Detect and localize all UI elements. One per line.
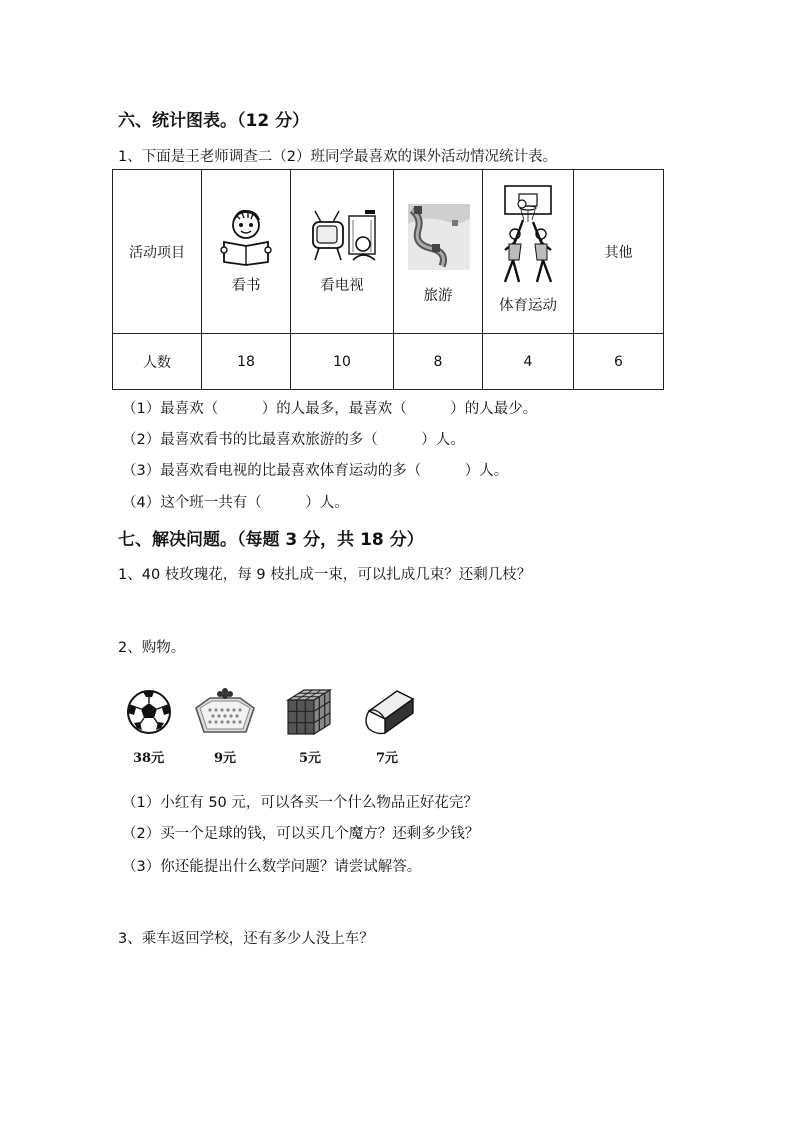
label-sports: 体育运动: [499, 298, 557, 314]
tv-watching-icon: [305, 208, 381, 268]
reading-boy-icon: [216, 206, 276, 266]
price-rubiks-cube: 5元: [299, 751, 322, 766]
count-reading: 18: [202, 334, 291, 390]
basketball-players-icon: [493, 184, 563, 292]
count-tv: 10: [291, 334, 394, 390]
label-other: 其他: [604, 244, 633, 261]
s7-q2-sub3: （3）你还能提出什么数学问题？请尝试解答。: [122, 859, 422, 875]
count-travel: 8: [394, 334, 483, 390]
s6-sub-q2: （2）最喜欢看书的比最喜欢旅游的多（ ）人。: [122, 432, 465, 448]
price-soccer-ball: 38元: [133, 751, 165, 766]
row-header-count: 人数: [113, 334, 202, 390]
s6-sub-q4: （4）这个班一共有（ ）人。: [122, 495, 349, 511]
label-travel: 旅游: [423, 288, 453, 304]
s7-q2-sub2: （2）买一个足球的钱，可以买几个魔方？还剩多少钱？: [122, 826, 480, 842]
activity-reading: [202, 170, 291, 334]
soccer-ball-icon: [126, 689, 172, 735]
price-eraser: 7元: [376, 751, 399, 766]
activity-other: [574, 170, 664, 334]
activity-travel: [394, 170, 483, 334]
price-chinese-checkers: 9元: [214, 751, 237, 766]
activity-sports: [483, 170, 574, 334]
s7-q1: 1、40 枝玫瑰花，每 9 枝扎成一束，可以扎成几束？还剩几枝？: [118, 567, 532, 583]
great-wall-icon: [408, 204, 470, 270]
section7-title: 七、解决问题。（每题 3 分，共 18 分）: [118, 530, 424, 550]
count-sports: 4: [483, 334, 574, 390]
section6-title: 六、统计图表。（12 分）: [118, 111, 310, 131]
count-other: 6: [574, 334, 664, 390]
label-reading: 看书: [231, 278, 261, 294]
activity-tv: [291, 170, 394, 334]
section6-q1-intro: 1、下面是王老师调查二（2）班同学最喜欢的课外活动情况统计表。: [118, 149, 557, 165]
label-tv: 看电视: [320, 278, 364, 294]
s7-q2-sub1: （1）小红有 50 元，可以各买一个什么物品正好花完？: [122, 795, 478, 811]
s6-sub-q3: （3）最喜欢看电视的比最喜欢体育运动的多（ ）人。: [122, 463, 509, 479]
eraser-icon: [361, 687, 417, 737]
chinese-checkers-icon: [190, 686, 260, 738]
activity-stats-table: [112, 169, 664, 390]
s6-sub-q1: （1）最喜欢（ ）的人最多，最喜欢（ ）的人最少。: [122, 401, 538, 417]
rubiks-cube-icon: [284, 688, 336, 738]
row-header-activity: 活动项目: [113, 170, 202, 334]
s7-q3: 3、乘车返回学校，还有多少人没上车？: [118, 931, 374, 947]
s7-q2: 2、购物。: [118, 640, 186, 656]
